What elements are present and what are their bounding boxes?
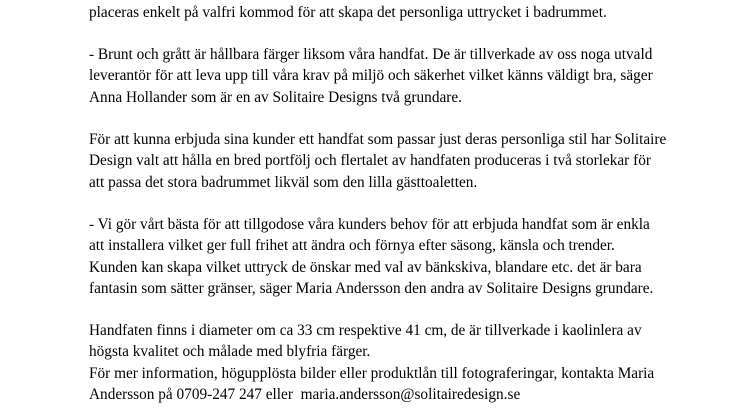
text-line: - Vi gör vårt bästa för att tillgodose våra kunders behov för att erbjuda handfat som är enkla (89, 216, 650, 233)
text-line: För mer information, högupplösta bilder eller produktlån till fotograferingar, kontakta Maria (89, 365, 655, 382)
text-line: att passa det stora badrummet likväl som den lilla gästtoaletten. (89, 173, 478, 191)
text-line: högsta kvalitet och målade med blyfria färger. (89, 343, 371, 361)
text-line: Anna Hollander som är en av Solitaire Designs två grundare. (89, 88, 462, 106)
paragraph-quote-anna-hollander (89, 44, 689, 108)
text-line: placeras enkelt på valfri kommod för att skapa det personliga uttrycket i badrummet. (89, 4, 607, 21)
paragraph-product-portfolio (89, 129, 689, 193)
text-line: leverantör för att leva upp till våra krav på miljö och säkerhet vilket känns väldigt bra, säger (89, 67, 653, 85)
paragraph-contact-information (89, 363, 689, 406)
paragraph-product-dimensions (89, 320, 689, 363)
text-line: För att kunna erbjuda sina kunder ett handfat som passar just deras personliga stil har Solitaire (89, 131, 667, 148)
contact-line: Andersson på 0709-247 247 eller maria.andersson@solitairedesign.se (89, 386, 521, 404)
text-line: Handfaten finns i diameter om ca 33 cm respektive 41 cm, de är tillverkade i kaolinlera av (89, 322, 642, 339)
text-line: att installera vilket ger full frihet att ändra och förnya efter säsong, känsla och trender. (89, 237, 615, 255)
text-line: fantasin som sätter gränser, säger Maria Andersson den andra av Solitaire Designs grundare. (89, 280, 654, 298)
paragraph-quote-maria-andersson (89, 214, 689, 300)
text-line: Kunden kan skapa vilket uttryck de önskar med val av bänkskiva, blandare etc. det är bara (89, 258, 642, 276)
paragraph-intro-end (89, 2, 689, 23)
text-line: - Brunt och grått är hållbara färger liksom våra handfat. De är tillverkade av oss noga utvald (89, 46, 653, 63)
text-line: Design valt att hålla en bred portfölj och flertalet av handfaten produceras i två storlekar för (89, 152, 651, 170)
